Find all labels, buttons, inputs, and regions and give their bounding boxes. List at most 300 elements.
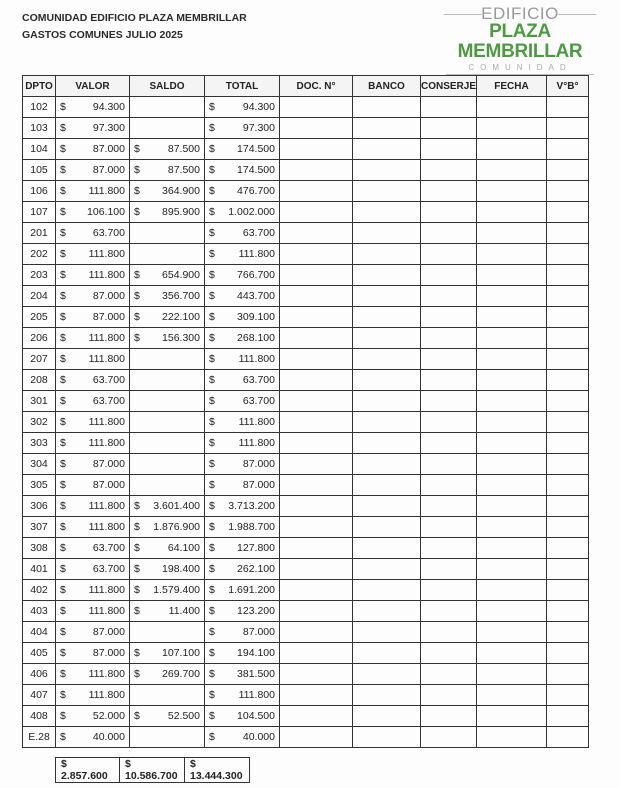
dpto-cell: 105 [23,160,56,181]
fecha-cell [477,517,547,538]
banco-cell [353,202,421,223]
valor-cell [56,244,130,265]
valor-cell [56,265,130,286]
logo-sub: COMUNIDAD [446,62,594,75]
conserje-cell [421,139,477,160]
currency-symbol: $ [60,689,66,701]
fecha-cell [477,559,547,580]
currency-symbol: $ [60,584,66,596]
currency-symbol: $ [60,374,66,386]
valor-value: 111.800 [88,584,125,596]
conserje-cell [421,244,477,265]
currency-symbol: $ [209,353,215,365]
doc-cell [280,643,353,664]
saldo-value: 11.400 [168,605,200,617]
currency-symbol: $ [60,206,66,218]
vb-cell [547,391,589,412]
currency-symbol: $ [209,122,215,134]
doc-cell [280,244,353,265]
currency-symbol: $ [209,101,215,113]
totals-table [55,757,250,783]
fecha-cell [477,496,547,517]
currency-symbol: $ [60,227,66,239]
banco-cell [353,727,421,748]
total-cell [205,286,280,307]
vb-cell [547,601,589,622]
valor-cell [56,223,130,244]
currency-symbol: $ [134,164,140,176]
total-cell [205,412,280,433]
valor-value: 97.300 [92,122,125,134]
total-value: 194.100 [237,647,275,659]
table-row [23,454,589,475]
vb-cell [547,559,589,580]
vb-cell [547,244,589,265]
currency-symbol: $ [134,206,140,218]
conserje-cell [421,412,477,433]
banco-cell [353,265,421,286]
saldo-cell [130,601,205,622]
valor-value: 111.800 [88,437,125,449]
valor-value: 106.100 [87,206,125,218]
conserje-cell [421,454,477,475]
currency-symbol: $ [60,290,66,302]
saldo-value: 87.500 [167,143,200,155]
total-value: 87.000 [242,626,275,638]
valor-value: 87.000 [92,626,125,638]
vb-cell [547,643,589,664]
valor-value: 111.800 [88,500,125,512]
fecha-cell [477,412,547,433]
total-value: 1.002.000 [228,206,275,218]
fecha-cell [477,181,547,202]
valor-cell [56,370,130,391]
currency-symbol: $ [209,458,215,470]
currency-symbol: $ [209,143,215,155]
valor-cell [56,181,130,202]
column-header-fecha: FECHA [477,76,547,97]
table-row [23,538,589,559]
saldo-cell [130,475,205,496]
currency-symbol: $ [134,290,140,302]
doc-cell [280,97,353,118]
currency-symbol: $ [209,311,215,323]
currency-symbol: $ [60,332,66,344]
saldo-value: 356.700 [162,290,200,302]
valor-cell [56,685,130,706]
banco-cell [353,286,421,307]
saldo-cell [130,118,205,139]
header-title: COMUNIDAD EDIFICIO PLAZA MEMBRILLAR [22,12,247,24]
vb-cell [547,580,589,601]
saldo-value: 654.900 [162,269,200,281]
total-cell [205,160,280,181]
total-cell [205,517,280,538]
table-row [23,475,589,496]
dpto-cell: 404 [23,622,56,643]
banco-cell [353,307,421,328]
table-row [23,286,589,307]
valor-value: 87.000 [92,290,125,302]
doc-cell [280,349,353,370]
currency-symbol: $ [209,332,215,344]
fecha-cell [477,160,547,181]
fecha-cell [477,328,547,349]
valor-cell [56,454,130,475]
table-row [23,97,589,118]
saldo-value: 222.100 [162,311,200,323]
conserje-cell [421,349,477,370]
conserje-cell [421,433,477,454]
doc-cell [280,580,353,601]
fecha-cell [477,475,547,496]
vb-cell [547,349,589,370]
saldo-value: 156.300 [162,332,200,344]
currency-symbol: $ [60,353,66,365]
dpto-cell: 308 [23,538,56,559]
valor-cell [56,97,130,118]
currency-symbol: $ [134,605,140,617]
currency-symbol: $ [209,290,215,302]
banco-cell [353,118,421,139]
total-value: 262.100 [237,563,275,575]
dpto-cell: 306 [23,496,56,517]
total-value: 174.500 [237,143,275,155]
total-value: 1.988.700 [228,521,275,533]
valor-cell [56,433,130,454]
saldo-cell [130,307,205,328]
conserje-cell [421,664,477,685]
currency-symbol: $ [134,332,140,344]
doc-cell [280,223,353,244]
banco-cell [353,706,421,727]
banco-cell [353,328,421,349]
total-value: 123.200 [237,605,275,617]
table-row [23,664,589,685]
fecha-cell [477,97,547,118]
fecha-cell [477,643,547,664]
currency-symbol: $ [60,479,66,491]
banco-cell [353,517,421,538]
conserje-cell [421,97,477,118]
doc-cell [280,265,353,286]
doc-cell [280,412,353,433]
valor-cell [56,643,130,664]
saldo-cell [130,559,205,580]
dpto-cell: 205 [23,307,56,328]
total-cell [205,202,280,223]
valor-cell [56,475,130,496]
total-value: 111.800 [238,416,275,428]
fecha-cell [477,118,547,139]
currency-symbol: $ [209,647,215,659]
total-cell [205,685,280,706]
valor-value: 52.000 [92,710,125,722]
valor-value: 87.000 [92,458,125,470]
currency-symbol: $ [209,164,215,176]
total-value: 94.300 [242,101,275,113]
total-value: 63.700 [242,374,275,386]
total-value: 63.700 [242,227,275,239]
currency-symbol: $ [60,668,66,680]
total-value: 476.700 [237,185,275,197]
fecha-cell [477,601,547,622]
valor-value: 111.800 [88,269,125,281]
currency-symbol: $ [60,395,66,407]
currency-symbol: $ [134,584,140,596]
saldo-cell [130,328,205,349]
fecha-cell [477,139,547,160]
table-row [23,265,589,286]
total-cell [205,454,280,475]
conserje-cell [421,601,477,622]
banco-cell [353,559,421,580]
conserje-cell [421,580,477,601]
saldo-cell [130,454,205,475]
conserje-cell [421,202,477,223]
dpto-cell: 103 [23,118,56,139]
saldo-value: 269.700 [162,668,200,680]
banco-cell [353,139,421,160]
valor-cell [56,118,130,139]
table-row [23,412,589,433]
currency-symbol: $ [60,185,66,197]
valor-value: 94.300 [92,101,125,113]
currency-symbol: $ [60,416,66,428]
valor-value: 87.000 [92,647,125,659]
conserje-cell [421,391,477,412]
banco-cell [353,181,421,202]
saldo-cell [130,706,205,727]
fecha-cell [477,454,547,475]
currency-symbol: $ [60,437,66,449]
valor-value: 63.700 [92,563,125,575]
vb-cell [547,454,589,475]
currency-symbol: $ [60,248,66,260]
doc-cell [280,601,353,622]
total-cell [205,139,280,160]
doc-cell [280,118,353,139]
conserje-cell [421,181,477,202]
vb-cell [547,286,589,307]
doc-cell [280,559,353,580]
currency-symbol: $ [60,563,66,575]
table-row [23,727,589,748]
valor-cell [56,349,130,370]
valor-cell [56,664,130,685]
total-cell [205,496,280,517]
currency-symbol: $ [209,206,215,218]
dpto-cell: 104 [23,139,56,160]
currency-symbol: $ [60,500,66,512]
conserje-cell [421,517,477,538]
conserje-cell [421,328,477,349]
fecha-cell [477,202,547,223]
total-value: 87.000 [242,479,275,491]
vb-cell [547,475,589,496]
currency-symbol: $ [60,101,66,113]
fecha-cell [477,664,547,685]
conserje-cell [421,685,477,706]
table-row [23,580,589,601]
valor-cell [56,139,130,160]
vb-cell [547,139,589,160]
fecha-cell [477,433,547,454]
saldo-cell [130,538,205,559]
conserje-cell [421,538,477,559]
valor-value: 111.800 [88,353,125,365]
total-cell [205,559,280,580]
dpto-cell: 202 [23,244,56,265]
saldo-cell [130,265,205,286]
banco-cell [353,685,421,706]
valor-cell [56,622,130,643]
doc-cell [280,685,353,706]
logo-top: EDIFICIO [440,6,600,22]
dpto-cell: 403 [23,601,56,622]
saldo-cell [130,181,205,202]
total-cell [205,538,280,559]
table-row [23,706,589,727]
total-cell [205,307,280,328]
saldo-cell [130,664,205,685]
table-row [23,307,589,328]
saldo-cell [130,412,205,433]
saldo-value: 87.500 [167,164,200,176]
conserje-cell [421,706,477,727]
valor-cell [56,580,130,601]
fecha-cell [477,244,547,265]
saldo-value: 3.601.400 [153,500,200,512]
dpto-cell: 307 [23,517,56,538]
banco-cell [353,496,421,517]
saldo-value: 1.876.900 [153,521,200,533]
saldo-cell [130,496,205,517]
saldo-cell [130,580,205,601]
fecha-cell [477,223,547,244]
dpto-cell: 106 [23,181,56,202]
total-cell [205,475,280,496]
valor-value: 111.800 [88,521,125,533]
total-value: 111.800 [238,689,275,701]
currency-symbol: $ [60,605,66,617]
currency-symbol: $ [60,710,66,722]
total-value: 40.000 [242,731,275,743]
table-header-row [23,76,589,97]
valor-value: 63.700 [92,395,125,407]
currency-symbol: $ [209,416,215,428]
vb-cell [547,97,589,118]
currency-symbol: $ [209,689,215,701]
saldo-cell [130,244,205,265]
currency-symbol: $ [60,731,66,743]
valor-cell [56,307,130,328]
valor-cell [56,706,130,727]
dpto-cell: 203 [23,265,56,286]
currency-symbol: $ [134,710,140,722]
dpto-cell: 303 [23,433,56,454]
vb-cell [547,370,589,391]
fecha-cell [477,580,547,601]
dpto-cell: 408 [23,706,56,727]
currency-symbol: $ [209,185,215,197]
total-cell [205,433,280,454]
banco-cell [353,475,421,496]
table-row [23,223,589,244]
currency-symbol: $ [209,437,215,449]
doc-cell [280,139,353,160]
column-header-doc: DOC. N° [280,76,353,97]
valor-value: 63.700 [92,542,125,554]
currency-symbol: $ [134,542,140,554]
dpto-cell: 407 [23,685,56,706]
valor-value: 111.800 [88,605,125,617]
total-cell [205,706,280,727]
table-row [23,118,589,139]
total-value: 97.300 [242,122,275,134]
vb-cell [547,622,589,643]
vb-cell [547,223,589,244]
total-cell [205,727,280,748]
valor-cell [56,601,130,622]
banco-cell [353,433,421,454]
valor-value: 111.800 [88,416,125,428]
currency-symbol: $ [60,458,66,470]
doc-cell [280,160,353,181]
doc-cell [280,181,353,202]
total-value: 63.700 [242,395,275,407]
table-row [23,160,589,181]
vb-cell [547,685,589,706]
document-header [22,10,247,44]
conserje-cell [421,286,477,307]
doc-cell [280,622,353,643]
doc-cell [280,286,353,307]
valor-value: 111.800 [88,185,125,197]
total-value: 111.800 [238,248,275,260]
total-cell [205,328,280,349]
banco-cell [353,601,421,622]
currency-symbol: $ [134,521,140,533]
fecha-cell [477,727,547,748]
currency-symbol: $ [209,710,215,722]
valor-value: 111.800 [88,689,125,701]
vb-cell [547,664,589,685]
currency-symbol: $ [134,647,140,659]
conserje-cell [421,727,477,748]
conserje-cell [421,559,477,580]
currency-symbol: $ [209,668,215,680]
totals-row [56,758,250,783]
dpto-cell: 302 [23,412,56,433]
currency-symbol: $ [134,269,140,281]
total-valor: $ 2.857.600 [56,758,120,783]
currency-symbol: $ [209,563,215,575]
doc-cell [280,328,353,349]
total-value: 1.691.200 [228,584,275,596]
valor-cell [56,496,130,517]
currency-symbol: $ [209,479,215,491]
currency-symbol: $ [60,122,66,134]
total-cell [205,601,280,622]
total-cell [205,181,280,202]
vb-cell [547,538,589,559]
banco-cell [353,643,421,664]
currency-symbol: $ [134,143,140,155]
dpto-cell: E.28 [23,727,56,748]
total-value: 766.700 [237,269,275,281]
currency-symbol: $ [134,668,140,680]
